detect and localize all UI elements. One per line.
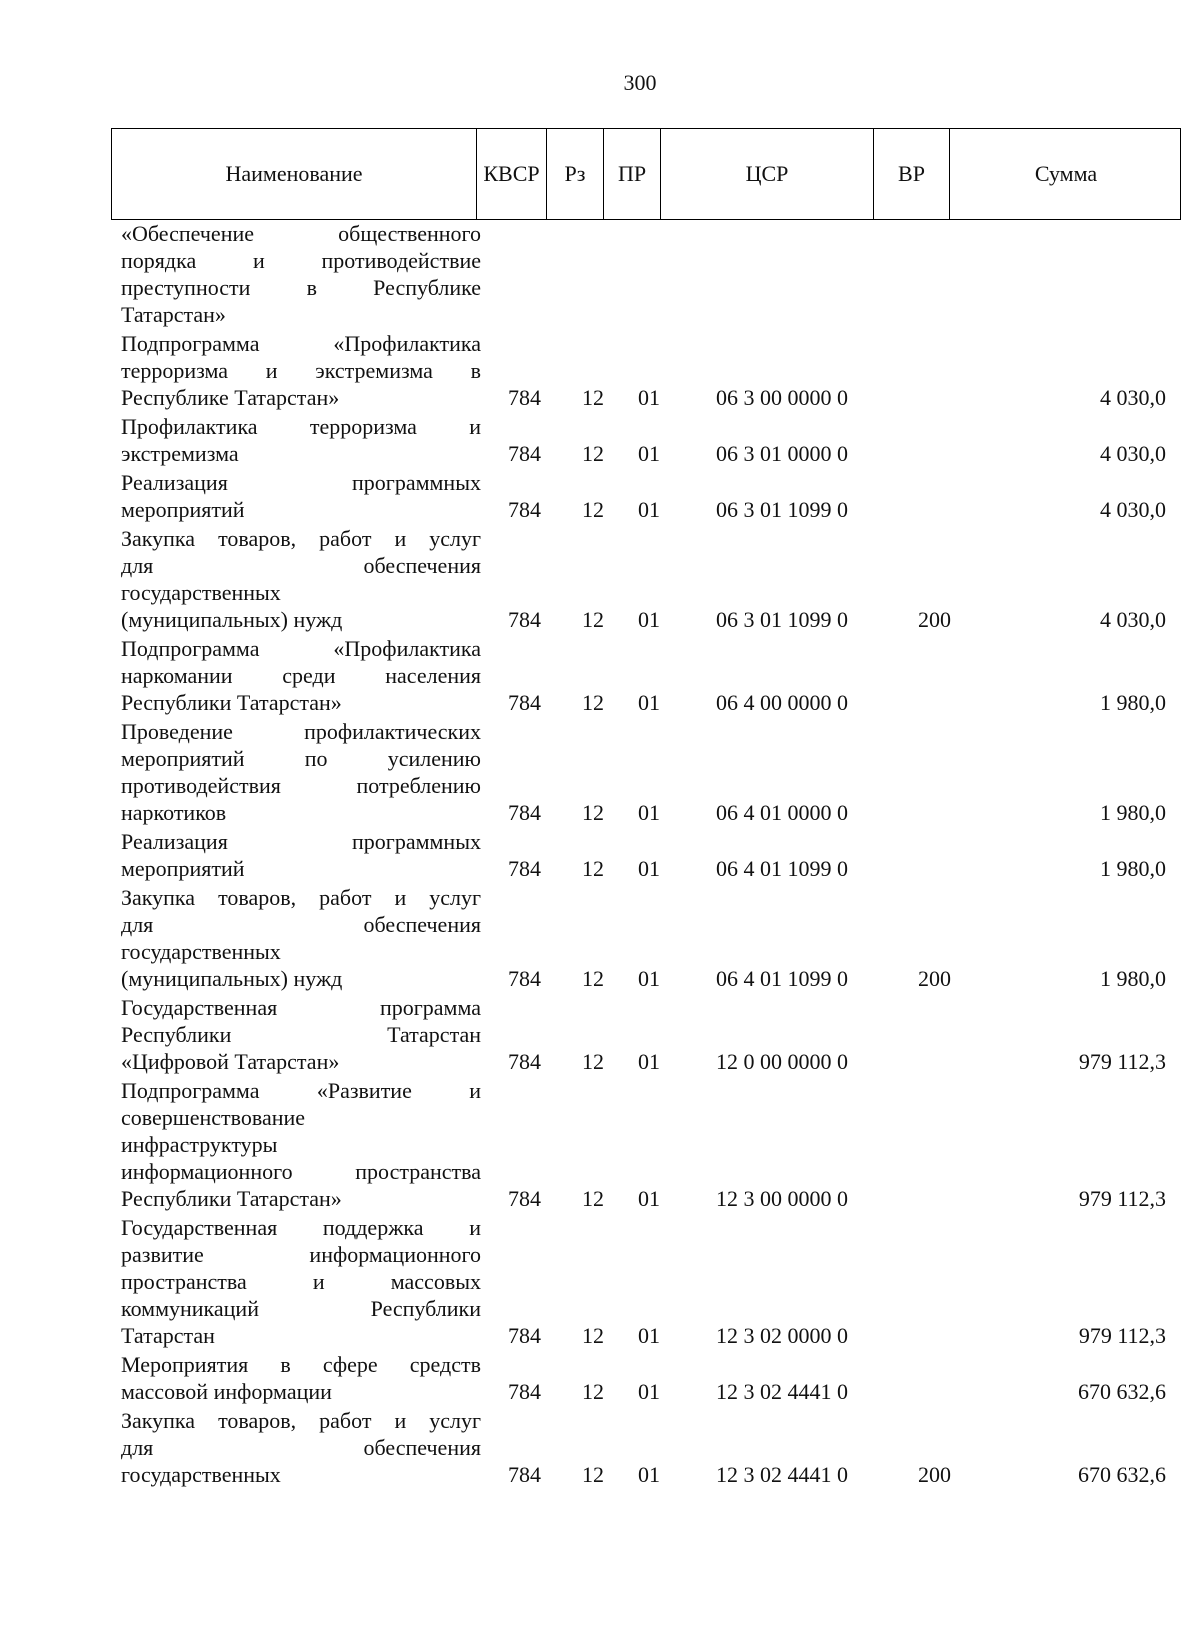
row-sum: 4 030,0 <box>1100 497 1166 522</box>
row-name-line: Татарстан» <box>121 302 226 327</box>
row-name-line: для обеспечения <box>121 912 481 937</box>
row-pr: 01 <box>638 1049 660 1074</box>
row-rz: 12 <box>582 385 604 410</box>
row-rz: 12 <box>582 1049 604 1074</box>
row-name-line: Подпрограмма «Профилактика <box>121 331 481 356</box>
row-sum: 670 632,6 <box>1078 1379 1166 1404</box>
row-name-line: массовой информации <box>121 1379 332 1404</box>
row-name-line: Профилактика терроризма и <box>121 414 481 439</box>
row-sum: 4 030,0 <box>1100 607 1166 632</box>
page-number: 300 <box>623 70 657 95</box>
table-row <box>0 1214 1200 1349</box>
row-kvsr: 784 <box>508 1186 541 1211</box>
row-name-line: Подпрограмма «Развитие и <box>121 1078 481 1103</box>
row-pr: 01 <box>638 1186 660 1211</box>
row-name <box>121 1214 481 1349</box>
row-pr: 01 <box>638 1462 660 1487</box>
row-csr: 06 3 01 1099 0 <box>716 607 848 632</box>
row-kvsr: 784 <box>508 1462 541 1487</box>
row-name-line: коммуникаций Республики <box>121 1296 481 1321</box>
row-name <box>121 718 481 826</box>
row-sum: 979 112,3 <box>1078 1186 1166 1211</box>
row-kvsr: 784 <box>508 1379 541 1404</box>
row-rz: 12 <box>582 441 604 466</box>
row-pr: 01 <box>638 385 660 410</box>
row-sum: 1 980,0 <box>1100 856 1166 881</box>
table-row <box>0 330 1200 411</box>
row-rz: 12 <box>582 607 604 632</box>
row-kvsr: 784 <box>508 607 541 632</box>
row-name-line: мероприятий <box>121 497 245 522</box>
column-header-vr: ВР <box>873 129 949 219</box>
row-pr: 01 <box>638 1379 660 1404</box>
row-name <box>121 828 481 882</box>
row-name-line: инфраструктуры <box>121 1132 278 1157</box>
row-name-line: государственных <box>121 939 281 964</box>
row-kvsr: 784 <box>508 690 541 715</box>
column-header-csr: ЦСР <box>660 129 873 219</box>
table-row <box>0 1077 1200 1212</box>
table-row <box>0 525 1200 633</box>
table-row <box>0 220 1200 328</box>
row-name-line: Государственная программа <box>121 995 481 1020</box>
row-csr: 06 4 01 1099 0 <box>716 856 848 881</box>
row-name <box>121 525 481 633</box>
row-name-line: Республике Татарстан» <box>121 385 340 410</box>
row-csr: 12 0 00 0000 0 <box>716 1049 848 1074</box>
row-name <box>121 635 481 716</box>
row-name-line: Закупка товаров, работ и услуг <box>121 526 481 551</box>
row-name-line: Татарстан <box>121 1323 215 1348</box>
row-sum: 979 112,3 <box>1078 1323 1166 1348</box>
row-name-line: мероприятий <box>121 856 245 881</box>
row-name <box>121 884 481 992</box>
row-name-line: развитие информационного <box>121 1242 481 1267</box>
row-sum: 1 980,0 <box>1100 966 1166 991</box>
column-header-rz: Рз <box>546 129 603 219</box>
row-pr: 01 <box>638 856 660 881</box>
row-name-line: Республики Татарстан» <box>121 1186 342 1211</box>
row-pr: 01 <box>638 497 660 522</box>
row-name-line: Закупка товаров, работ и услуг <box>121 885 481 910</box>
row-kvsr: 784 <box>508 966 541 991</box>
row-kvsr: 784 <box>508 441 541 466</box>
column-header-pr: ПР <box>603 129 660 219</box>
row-vr: 200 <box>918 1462 951 1487</box>
row-csr: 12 3 02 4441 0 <box>716 1462 848 1487</box>
row-rz: 12 <box>582 497 604 522</box>
row-sum: 4 030,0 <box>1100 385 1166 410</box>
row-pr: 01 <box>638 607 660 632</box>
row-name-line: Реализация программных <box>121 829 481 854</box>
row-csr: 06 3 01 1099 0 <box>716 497 848 522</box>
row-csr: 12 3 02 0000 0 <box>716 1323 848 1348</box>
row-name-line: Государственная поддержка и <box>121 1215 481 1240</box>
row-name-line: пространства и массовых <box>121 1269 481 1294</box>
row-name-line: Закупка товаров, работ и услуг <box>121 1408 481 1433</box>
row-kvsr: 784 <box>508 1049 541 1074</box>
table-row <box>0 884 1200 992</box>
row-name <box>121 994 481 1075</box>
table-row <box>0 828 1200 882</box>
row-rz: 12 <box>582 690 604 715</box>
row-pr: 01 <box>638 690 660 715</box>
column-header-name: Наименование <box>225 161 363 186</box>
row-name-line: Подпрограмма «Профилактика <box>121 636 481 661</box>
row-kvsr: 784 <box>508 1323 541 1348</box>
table-row <box>0 469 1200 523</box>
row-pr: 01 <box>638 1323 660 1348</box>
row-name <box>121 1407 481 1488</box>
row-name-line: Республики Татарстан» <box>121 690 342 715</box>
table-row <box>0 635 1200 716</box>
row-kvsr: 784 <box>508 800 541 825</box>
row-name <box>121 1077 481 1212</box>
row-name-line: Проведение профилактических <box>121 719 481 744</box>
row-name-line: (муниципальных) нужд <box>121 607 343 632</box>
row-name-line: совершенствование <box>121 1105 306 1130</box>
row-rz: 12 <box>582 1462 604 1487</box>
row-kvsr: 784 <box>508 856 541 881</box>
row-name-line: для обеспечения <box>121 1435 481 1460</box>
row-kvsr: 784 <box>508 497 541 522</box>
row-csr: 06 3 00 0000 0 <box>716 385 848 410</box>
row-pr: 01 <box>638 441 660 466</box>
row-pr: 01 <box>638 800 660 825</box>
row-name <box>121 220 481 328</box>
row-name-line: государственных <box>121 1462 281 1487</box>
row-name-line: для обеспечения <box>121 553 481 578</box>
row-name-line: экстремизма <box>121 441 239 466</box>
row-name-line: наркомании среди населения <box>121 663 481 688</box>
row-csr: 06 3 01 0000 0 <box>716 441 848 466</box>
row-name-line: порядка и противодействие <box>121 248 481 273</box>
row-name <box>121 469 481 523</box>
row-name <box>121 413 481 467</box>
table-row <box>0 413 1200 467</box>
row-name-line: Мероприятия в сфере средств <box>121 1352 481 1377</box>
row-csr: 06 4 01 1099 0 <box>716 966 848 991</box>
row-vr: 200 <box>918 607 951 632</box>
row-pr: 01 <box>638 966 660 991</box>
row-vr: 200 <box>918 966 951 991</box>
row-name-line: противодействия потреблению <box>121 773 481 798</box>
row-name-line: преступности в Республике <box>121 275 481 300</box>
row-csr: 06 4 01 0000 0 <box>716 800 848 825</box>
row-sum: 1 980,0 <box>1100 800 1166 825</box>
row-sum: 979 112,3 <box>1078 1049 1166 1074</box>
row-name-line: терроризма и экстремизма в <box>121 358 481 383</box>
row-name-line: «Обеспечение общественного <box>121 221 481 246</box>
row-name-line: мероприятий по усилению <box>121 746 481 771</box>
row-rz: 12 <box>582 966 604 991</box>
row-csr: 12 3 02 4441 0 <box>716 1379 848 1404</box>
column-header-sum: Сумма <box>949 129 1182 219</box>
table-header <box>111 128 1181 220</box>
row-name-line: государственных <box>121 580 281 605</box>
row-sum: 1 980,0 <box>1100 690 1166 715</box>
row-kvsr: 784 <box>508 385 541 410</box>
row-csr: 12 3 00 0000 0 <box>716 1186 848 1211</box>
row-name-line: «Цифровой Татарстан» <box>121 1049 340 1074</box>
row-csr: 06 4 00 0000 0 <box>716 690 848 715</box>
row-name-line: наркотиков <box>121 800 227 825</box>
row-rz: 12 <box>582 800 604 825</box>
row-name-line: Реализация программных <box>121 470 481 495</box>
row-sum: 4 030,0 <box>1100 441 1166 466</box>
table-row <box>0 1407 1200 1488</box>
row-name-line: информационного пространства <box>121 1159 481 1184</box>
row-name <box>121 1351 481 1405</box>
row-name <box>121 330 481 411</box>
table-row <box>0 718 1200 826</box>
column-header-kvsr: КВСР <box>476 129 546 219</box>
table-row <box>0 1351 1200 1405</box>
row-name-line: Республики Татарстан <box>121 1022 481 1047</box>
row-rz: 12 <box>582 1186 604 1211</box>
table-row <box>0 994 1200 1075</box>
row-name-line: (муниципальных) нужд <box>121 966 343 991</box>
row-rz: 12 <box>582 1323 604 1348</box>
row-rz: 12 <box>582 856 604 881</box>
row-sum: 670 632,6 <box>1078 1462 1166 1487</box>
row-rz: 12 <box>582 1379 604 1404</box>
